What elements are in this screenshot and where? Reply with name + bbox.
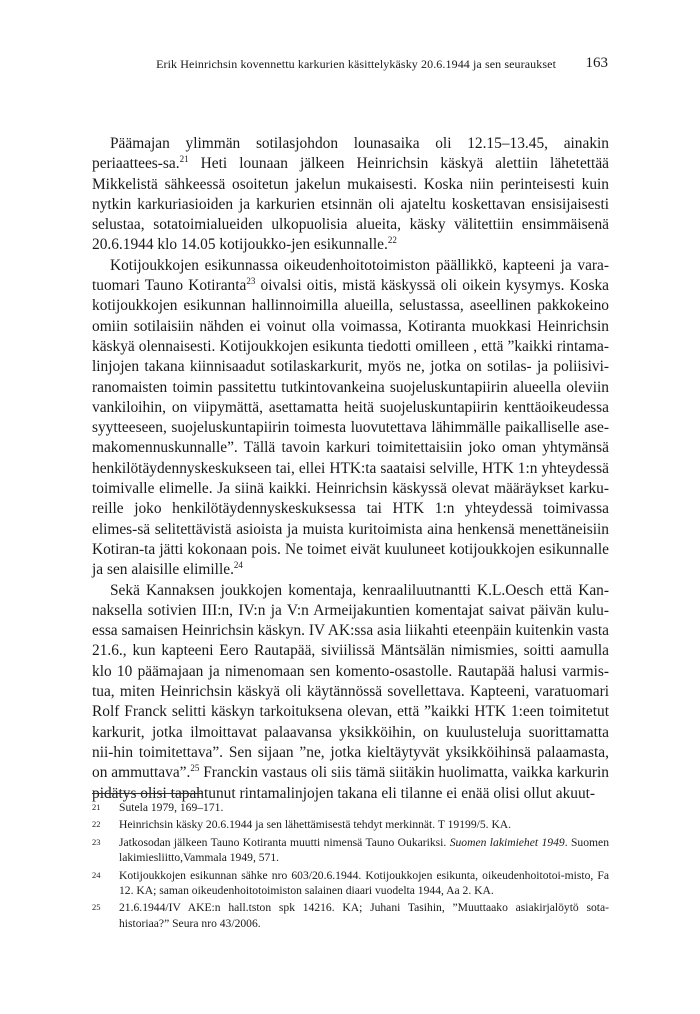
footnote-number: 22 — [92, 819, 101, 830]
text-run: ranomaisten toimin passitettu tutkintovankeina suojeluskuntapiirin alueella oleviin — [92, 378, 609, 396]
footnote-text: Sutela 1979, 169–171. — [119, 801, 224, 814]
footnote-text: 21.6.1944/IV AKE:n hall.tston spk 14216. KA; Juhani Tasihin, ”Muuttaako asiakirjalöytö sota-historiaa?” Seura nro 43/2006. — [119, 901, 609, 930]
text-run: reille joko henkilötäydennyskeskuksessa tai HTK 1:n yhteydessä toimivassa elimes- — [92, 500, 609, 538]
text-run: linjojen takana kiinnisaadut sotilaskarkurit, myös ne, jotka on sotilas- ja poliisivi- — [92, 358, 609, 376]
text-run: naksella sotivien III:n, IV:n ja V:n Armeijakuntien komentajat saivat päivän kulu- — [92, 601, 609, 619]
text-run: osoitetun jakelun mukaisesti. Koska niin perinteisesti kuin nytkin karkuriasioiden ja — [92, 175, 609, 213]
text-run: ammuttava”. — [111, 764, 191, 782]
text-run: Franckin vastaus oli siis tämä siitäkin huolimatta, vaikka karkurin — [199, 764, 609, 782]
text-run: karkurit, jotka ilmoittavat palaavansa yksikköihin, on kuulusteluja suorittamatta nii- — [92, 723, 609, 761]
text-run: kotijoukkojen esikunnan hallinnoimilla alueilla, selustassa, aseellinen pakkokeino — [92, 297, 609, 315]
footnote-number: 25 — [92, 902, 101, 913]
text-run: pidätys olisi tapahtunut rintamalinjojen takana eli tilanne ei enää olisi ollut akuut- — [92, 784, 596, 802]
footnote-number: 21 — [92, 802, 101, 812]
text-run: Kotijoukkojen esikunnassa oikeudenhoitotoimiston päällikkö, kapteeni ja vara- — [110, 256, 609, 274]
footnote — [92, 835, 609, 866]
footnote-marker: 24 — [233, 560, 243, 571]
footnote — [92, 817, 609, 832]
footnote-marker: 23 — [246, 276, 256, 287]
text-run: omiin sotilaisiin nähden ei voinut olla voimassa, Kotiranta muokkasi Heinrichsin — [92, 317, 609, 335]
footnote-marker: 22 — [387, 235, 397, 246]
footnote-text: Heinrichsin käsky 20.6.1944 ja sen lähettämisestä tehdyt merkinnät. T 19199/5. KA. — [119, 818, 512, 832]
footnote — [92, 800, 609, 815]
text-run: hin toimitettava”. Sen sijaan ”ne, jotka kieltäytyvät yksikköihinsä palaamasta, on — [92, 743, 609, 782]
text-run: ulkopuolisia alueita, käsky välitettiin ensimmäisenä 20.6.1944 klo 14.05 kotijoukko- — [92, 216, 609, 254]
text-run: Päämajan ylimmän sotilasjohdon lounasaika oli 12.15–13.45, ainakin periaattees- — [92, 135, 609, 173]
footnote-marker: 21 — [179, 154, 189, 165]
text-run: jen esikunnalle. — [291, 236, 388, 254]
footnote-number: 24 — [92, 869, 101, 880]
footnote — [92, 868, 609, 899]
footnotes — [92, 800, 609, 933]
page-number: 163 — [585, 55, 608, 71]
text-run: tuomari Tauno Kotiranta — [92, 277, 247, 295]
paragraph — [92, 256, 609, 581]
text-run: käskyä olennaisesti. Kotijoukkojen esikunta tiedotti omilleen , että ”kaikki rintama- — [92, 337, 609, 355]
text-run: alaisille elimille. — [131, 561, 234, 579]
footnote — [92, 900, 609, 931]
running-head: Erik Heinrichsin kovennettu karkurien käsittelykäsky 20.6.1944 ja sen seuraukset — [156, 57, 556, 71]
text-run: essa samaisen Heinrichsin käskyn. IV AK:ssa asia liikahti eteenpäin kuitenkin vasta — [92, 622, 609, 640]
footnote-text: Jatkosodan jälkeen Tauno Kotiranta muutti nimensä Tauno Oukariksi. — [119, 835, 450, 849]
text-run: syytteeseen, suojeluskuntapiirin toimesta luovutettava lähimmälle paikalliselle ase- — [92, 419, 609, 437]
footnote-title: Suomen lakimiehet 1949 — [449, 835, 565, 849]
text-run: sä selitettävistä asioista ja muista kuritoimista aina henkensä menettäneisiin Kotiran- — [92, 520, 609, 558]
text-run: Sekä Kannaksen joukkojen komentaja, kenraaliluutnantti K.L.Oesch että Kan- — [110, 581, 609, 599]
footnote-number: 23 — [92, 836, 101, 847]
footnote-divider — [92, 793, 202, 794]
footnote-text: Kotijoukkojen esikunnan sähke nro 603/20.6.1944. Kotijoukkojen esikunta, oikeudenhoitotoi-misto, Fa 12. KA; saman oikeudenhoitotoimiston salainen diaari vuodelta 1944, Aa 2. KA. — [119, 868, 609, 898]
body-text — [92, 134, 609, 804]
footnote-marker: 25 — [190, 763, 200, 774]
text-run: karkurien etsinnän oli ajateltu koskettavan ensisijaisesti selustaa, sotatoimialueiden — [92, 195, 609, 234]
text-run: klo 10 päämajaan ja nimenomaan sen komento-osastolle. Rautapää halusi varmis- — [92, 662, 609, 680]
text-run: makomennuskunnalle”. Tällä tavoin karkuri toimitettaisiin joko oman yhtymänsä — [92, 439, 609, 457]
text-run: henkilötäydennyskeskukseen tai, ellei HTK:ta saataisi selville, HTK 1:n yhteydessä — [92, 459, 609, 477]
text-run: toimivalle elimelle. Ja siinä kaikki. Heinrichsin käskyssä olevat määräykset karku- — [92, 480, 609, 498]
text-run: ta jätti kokonaan pois. Ne toimet eivät kuuluneet kotijoukkojen esikunnalle ja sen — [92, 540, 609, 579]
text-run: Heti lounaan jälkeen Heinrichsin käskyä alettiin lähetettää Mikkelistä sähkeessä — [92, 155, 609, 193]
text-run: vankiloihin, on viipymättä, asettamatta heitä suojeluskuntapiirin kenttäoikeudessa — [92, 398, 609, 416]
text-run: 21.6., kun kapteeni Eero Rautapää, siviilissä Mäntsälän nimismies, soitti aamulla — [92, 642, 609, 660]
paragraph — [92, 134, 609, 256]
text-run: Rolf Franck selitti käskyn tarkoituksena olevan, että ”kaikki HTK 1:een toimitetut — [92, 703, 609, 721]
text-run: sa. — [162, 155, 180, 173]
footnote-text: . Suomen lakimiesliitto,Vammala 1949, 571. — [119, 835, 609, 865]
text-run: oivalsi oitis, mistä käskyssä oli oikein kysymys. Koska — [255, 277, 609, 295]
paragraph — [92, 581, 609, 804]
page-header — [92, 55, 608, 75]
text-run: tua, miten Heinrichsin käskyä oli käytännössä sovellettava. Kapteeni, varatuomari — [92, 683, 609, 701]
